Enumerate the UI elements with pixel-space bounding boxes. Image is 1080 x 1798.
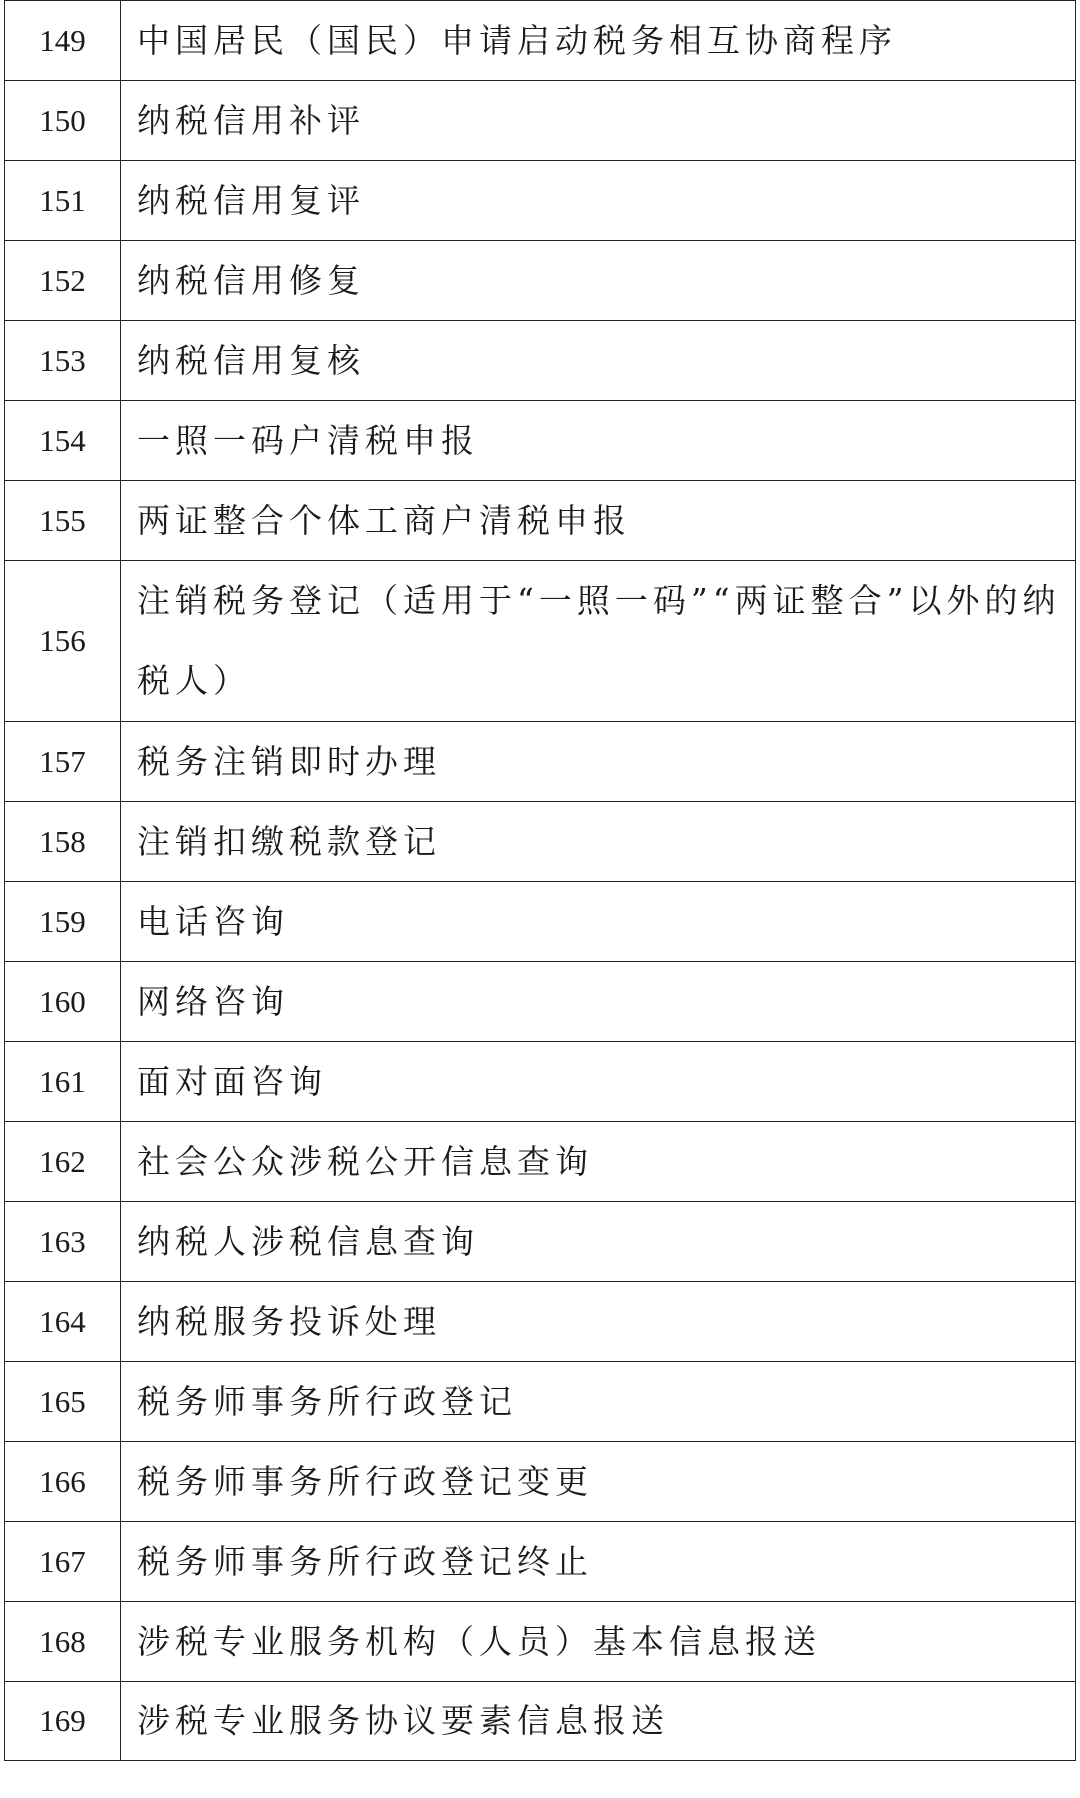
table-row	[5, 1682, 1076, 1761]
row-number: 149	[5, 1, 121, 81]
table-row	[5, 321, 1076, 401]
table-row	[5, 241, 1076, 321]
row-number: 169	[5, 1682, 121, 1761]
table-row	[5, 481, 1076, 561]
row-number: 155	[5, 481, 121, 561]
table-row	[5, 1202, 1076, 1282]
row-item-name: 涉税专业服务协议要素信息报送	[121, 1682, 1076, 1761]
row-item-name: 纳税服务投诉处理	[121, 1282, 1076, 1362]
service-items-table	[4, 0, 1076, 1761]
row-item-name: 纳税信用复评	[121, 161, 1076, 241]
row-item-name: 纳税信用修复	[121, 241, 1076, 321]
row-number: 153	[5, 321, 121, 401]
table-row	[5, 81, 1076, 161]
row-number: 154	[5, 401, 121, 481]
table-row	[5, 1122, 1076, 1202]
table-row	[5, 401, 1076, 481]
table-row	[5, 802, 1076, 882]
table-row	[5, 1442, 1076, 1522]
row-number: 151	[5, 161, 121, 241]
row-item-name: 税务师事务所行政登记	[121, 1362, 1076, 1442]
row-item-name: 注销扣缴税款登记	[121, 802, 1076, 882]
row-item-name: 纳税人涉税信息查询	[121, 1202, 1076, 1282]
table-row	[5, 1, 1076, 81]
table-body	[5, 1, 1076, 1761]
row-item-name: 纳税信用补评	[121, 81, 1076, 161]
row-item-name: 电话咨询	[121, 882, 1076, 962]
row-item-name: 两证整合个体工商户清税申报	[121, 481, 1076, 561]
table-row	[5, 1042, 1076, 1122]
row-number: 168	[5, 1602, 121, 1682]
row-item-name: 社会公众涉税公开信息查询	[121, 1122, 1076, 1202]
table-row	[5, 882, 1076, 962]
row-number: 162	[5, 1122, 121, 1202]
row-item-name: 一照一码户清税申报	[121, 401, 1076, 481]
row-item-name: 税务注销即时办理	[121, 722, 1076, 802]
table-row	[5, 1362, 1076, 1442]
row-item-name: 中国居民（国民）申请启动税务相互协商程序	[121, 1, 1076, 81]
row-number: 158	[5, 802, 121, 882]
table-row	[5, 1282, 1076, 1362]
row-item-name: 税务师事务所行政登记终止	[121, 1522, 1076, 1602]
row-item-name: 网络咨询	[121, 962, 1076, 1042]
table-row	[5, 561, 1076, 722]
table-row	[5, 1522, 1076, 1602]
row-number: 160	[5, 962, 121, 1042]
table-row	[5, 962, 1076, 1042]
row-number: 165	[5, 1362, 121, 1442]
row-number: 157	[5, 722, 121, 802]
row-number: 161	[5, 1042, 121, 1122]
table-row	[5, 1602, 1076, 1682]
row-number: 167	[5, 1522, 121, 1602]
row-item-name: 税务师事务所行政登记变更	[121, 1442, 1076, 1522]
row-number: 159	[5, 882, 121, 962]
row-number: 156	[5, 561, 121, 722]
row-item-name: 面对面咨询	[121, 1042, 1076, 1122]
row-number: 166	[5, 1442, 121, 1522]
table-row	[5, 161, 1076, 241]
row-item-name: 纳税信用复核	[121, 321, 1076, 401]
row-number: 152	[5, 241, 121, 321]
row-item-name: 注销税务登记（适用于“一照一码”“两证整合”以外的纳税人）	[121, 561, 1076, 722]
row-number: 164	[5, 1282, 121, 1362]
table-row	[5, 722, 1076, 802]
row-item-name: 涉税专业服务机构（人员）基本信息报送	[121, 1602, 1076, 1682]
row-number: 163	[5, 1202, 121, 1282]
row-number: 150	[5, 81, 121, 161]
